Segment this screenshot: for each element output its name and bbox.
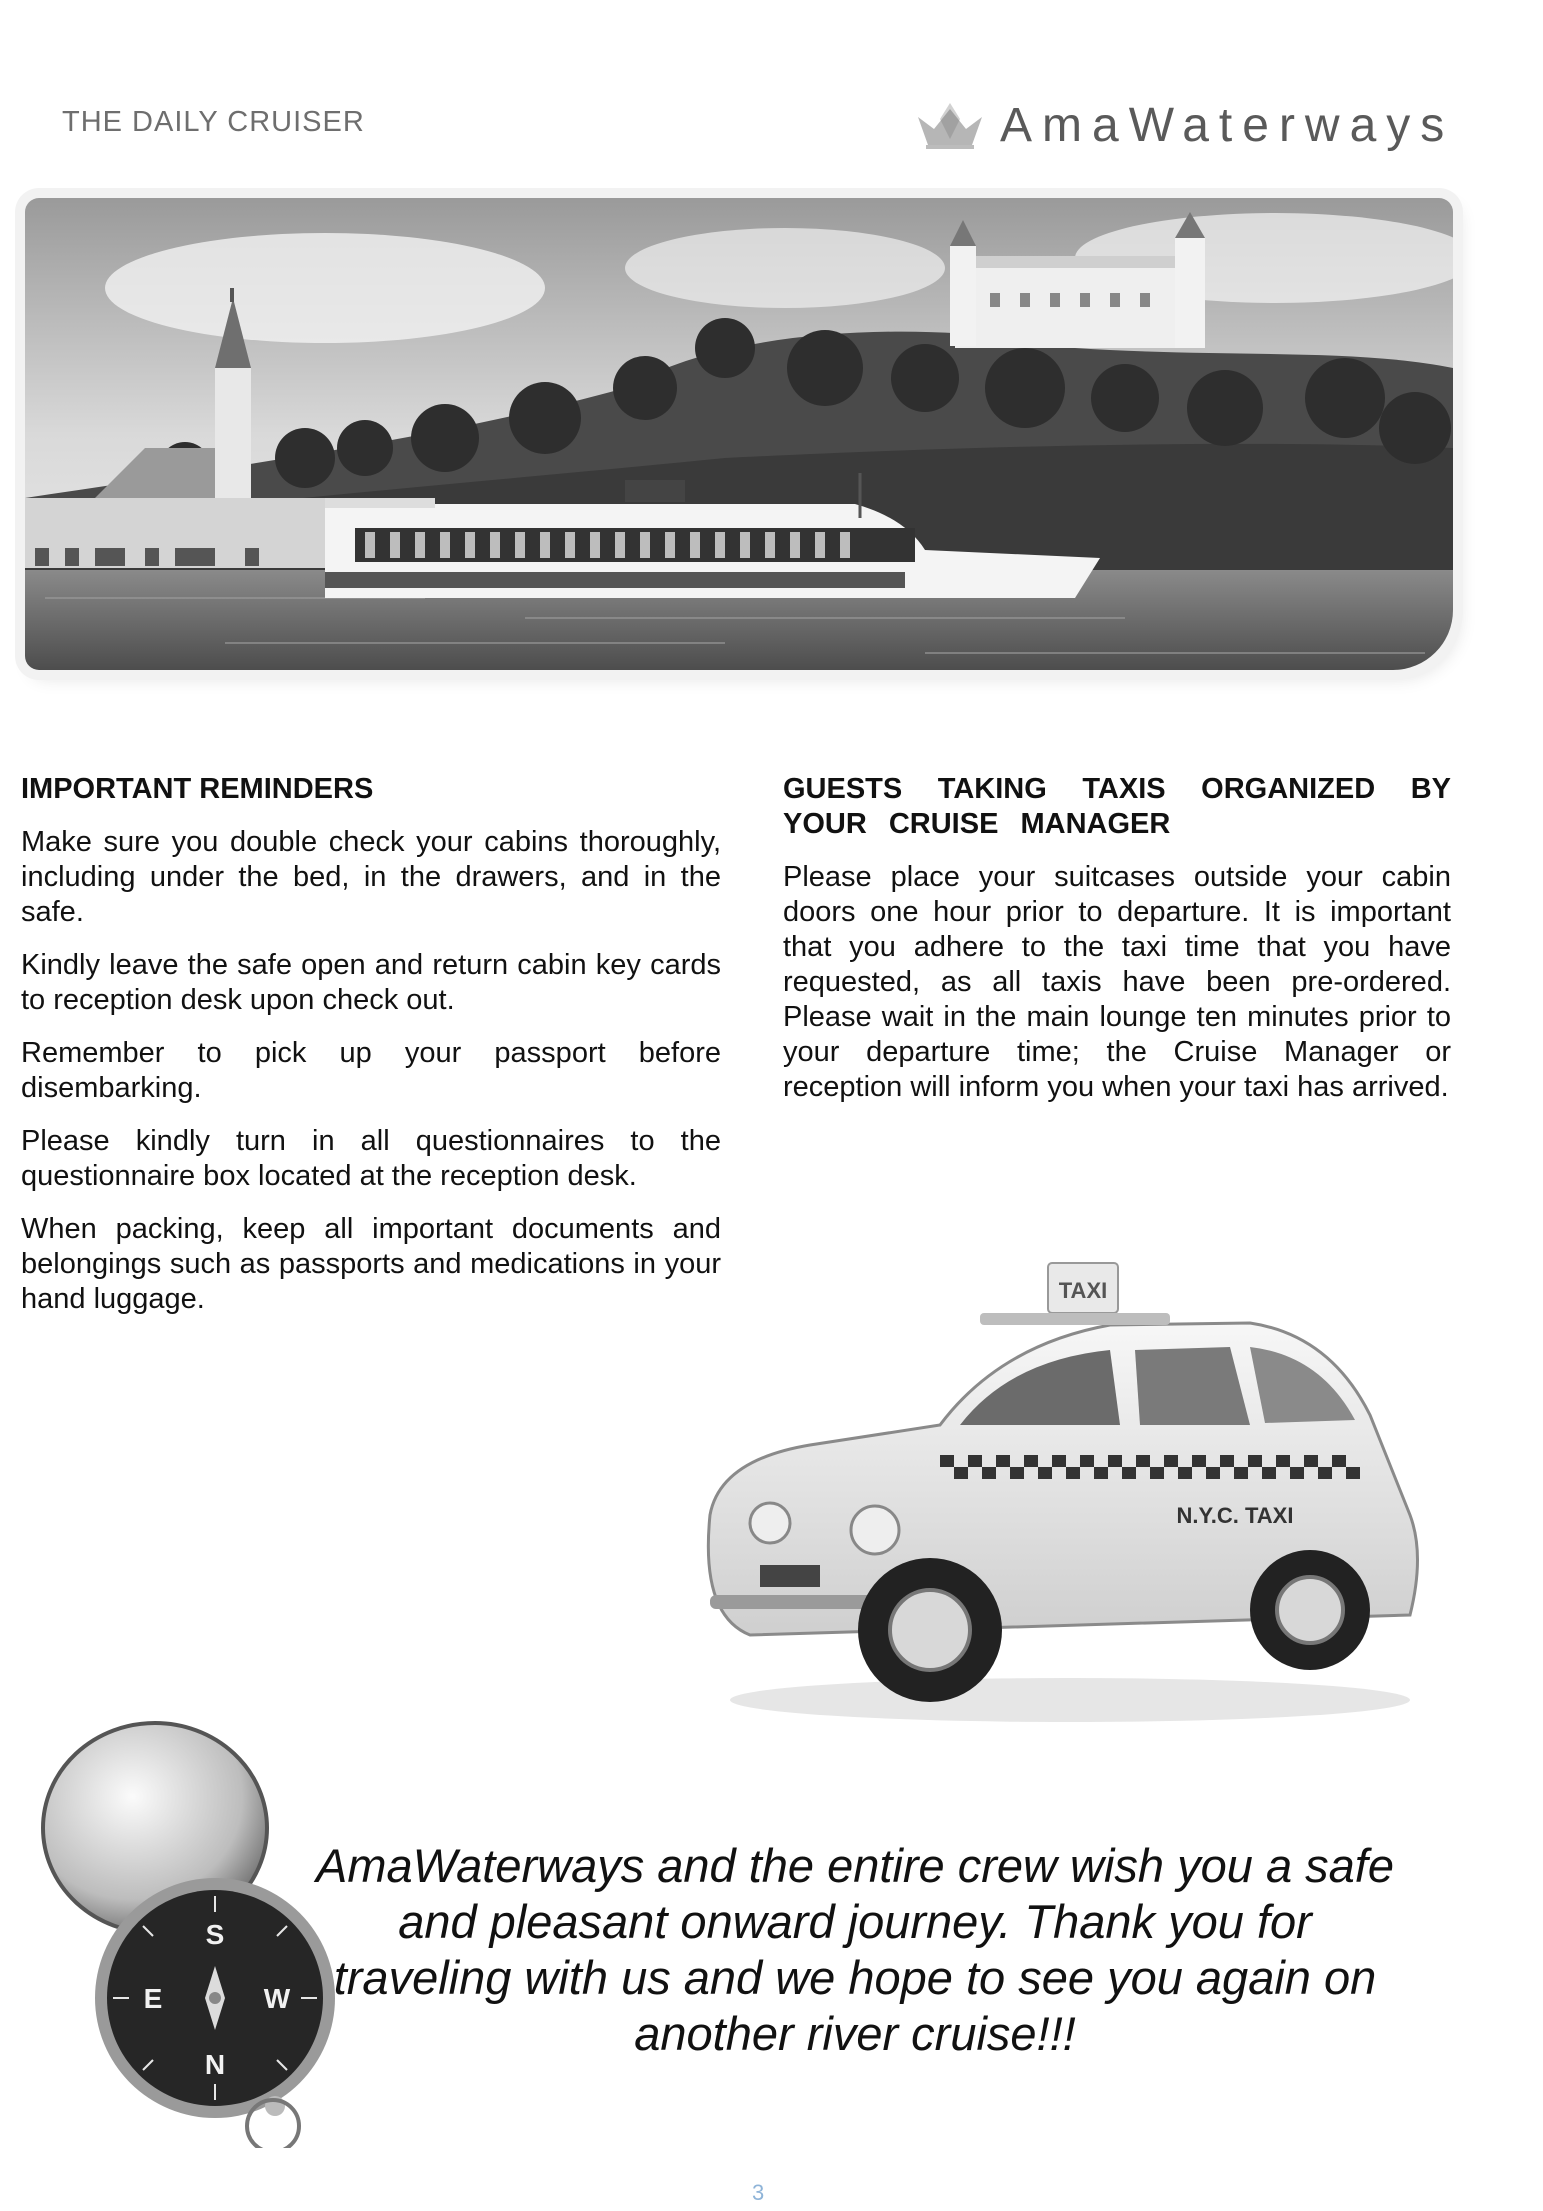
reminder-paragraph: Make sure you double check your cabins thoroughly, including under the bed, in the drawers, and in the safe. [21,826,721,928]
reminder-paragraph: Remember to pick up your passport before disembarking. [21,1037,721,1104]
taxi-guests-section [783,772,1451,1123]
brand-name: AmaWaterways [1000,98,1455,152]
brand-logo [910,92,1470,158]
reminder-paragraph: When packing, keep all important documents and belongings such as passports and medications in your hand luggage. [21,1213,721,1315]
hero-photo [25,198,1453,670]
closing-message: AmaWaterways and the entire crew wish you a safe and pleasant onward journey. Thank you for traveling with us and we hope to see you again on another river cruise!!! [315,1839,1395,2060]
compass-letter: W [263,1983,291,2014]
taxi-paragraph: Please place your suitcases outside your cabin doors one hour prior to departure. It is important that you adhere to the taxi time that you have requested, as all taxis have been pre-ordered. Please wait in the main lounge ten minutes prior to your departure time; the Cruise Manager or reception will inform you when your taxi has arrived. [783,861,1451,1103]
door-text: N.Y.C. TAXI [1176,1503,1294,1528]
page-number: 3 [752,2180,765,2205]
compass-image [25,1708,345,2148]
crown-icon [910,95,990,155]
publication-title: THE DAILY CRUISER [62,106,365,138]
compass-letter: N [204,2049,226,2080]
reminder-paragraph: Please kindly turn in all questionnaires to the questionnaire box located at the reception desk. [21,1125,721,1192]
compass-letter: E [143,1983,163,2014]
roof-sign: TAXI [1058,1278,1108,1303]
important-reminders-section [21,772,721,1335]
compass-letter: S [205,1919,225,1950]
taxi-image [690,1255,1450,1745]
section-heading: IMPORTANT REMINDERS [21,773,374,805]
reminder-paragraph: Kindly leave the safe open and return cabin key cards to reception desk upon check out. [21,949,721,1016]
section-heading: GUESTS TAKING TAXIS ORGANIZED BY YOUR CRUISE MANAGER [783,773,1451,840]
